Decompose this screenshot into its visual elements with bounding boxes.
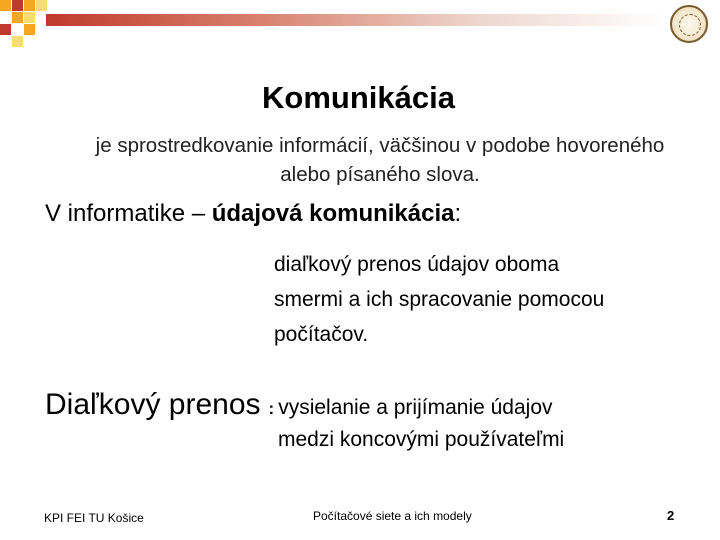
decor-square [24,24,35,35]
remote-transfer-heading [45,388,553,422]
definition-line: alebo písaného slova. [280,163,480,186]
footer-institution: KPI FEI TU Košice [44,511,144,525]
header-gradient-bar [46,14,666,26]
decor-square [24,12,35,23]
informatics-definition [274,247,694,352]
footer-course-title: Počítačové siete a ich modely [313,509,472,523]
decor-square [24,0,35,11]
informatics-definition-line: diaľkový prenos údajov oboma [274,253,560,276]
decor-square [12,36,23,47]
informatics-definition-line: smermi a ich spracovanie pomocou [274,288,605,311]
seal-inner-ring [679,14,701,36]
decor-square [12,12,23,23]
remote-transfer-definition-cont: medzi koncovými používateľmi [278,428,565,451]
informatics-heading [45,200,461,228]
informatics-definition-line: počítačov. [274,323,369,346]
slide-title: Komunikácia [262,80,455,115]
informatics-suffix: : [454,200,462,227]
remote-transfer-term: Diaľkový prenos [45,388,261,421]
decor-square [0,0,11,11]
decor-square [36,0,47,11]
university-seal-icon [670,5,708,43]
decor-square [12,0,23,11]
page-number: 2 [667,508,675,523]
informatics-prefix: V informatike – [45,200,212,227]
definition-text [40,131,720,189]
remote-transfer-definition: vysielanie a prijímanie údajov [278,396,553,419]
definition-line: je sprostredkovanie informácií, väčšinou v podobe hovoreného [95,134,665,157]
remote-transfer-colon: : [268,399,275,418]
decor-square [0,24,11,35]
informatics-term: údajová komunikácia [211,200,455,227]
